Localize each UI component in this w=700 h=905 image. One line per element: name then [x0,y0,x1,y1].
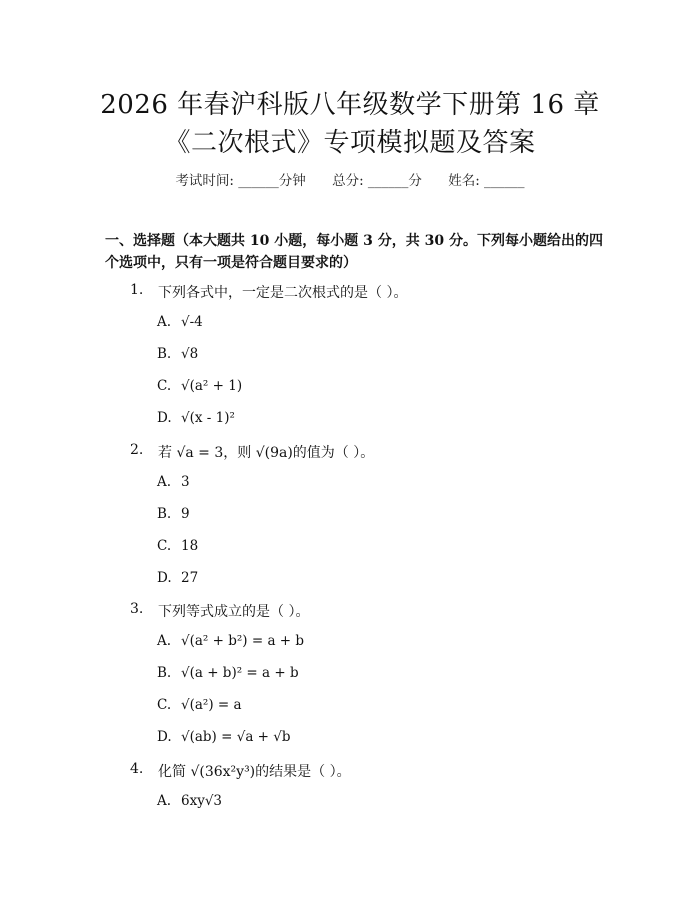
option-text: √(x - 1)² [181,410,235,426]
option-3b [157,665,299,681]
option-2d [157,570,198,586]
option-text: 3 [181,474,190,490]
option-text: √(a² + b²) = a + b [181,633,305,649]
option-3d [157,729,291,745]
option-label: A. [157,474,172,490]
option-text: 9 [181,506,190,522]
option-label: A. [157,633,172,649]
option-label: A. [157,793,172,809]
option-1d [157,410,235,426]
option-3a [157,633,304,649]
option-4a [157,793,222,809]
option-text: √8 [181,346,199,362]
option-3c [157,697,242,713]
option-text: √(a²) = a [181,697,242,713]
option-text: √(ab) = √a + √b [181,729,291,745]
option-label: A. [157,314,172,330]
option-text: √(a² + 1) [181,378,243,394]
option-label: C. [157,697,172,713]
page-title-line1: 2026 年春沪科版八年级数学下册第 16 章 [100,90,600,120]
option-2b [157,506,190,522]
total-score-field: 总分: ______分 [332,173,422,189]
student-name-field: 姓名: ______ [448,173,525,189]
question-text: 下列各式中，一定是二次根式的是（ ）。 [158,285,408,301]
option-label: B. [157,506,172,522]
question-number: 1. [130,282,144,298]
option-text: 27 [181,570,199,586]
option-1a [157,314,203,330]
option-label: D. [157,570,172,586]
option-label: B. [157,665,172,681]
question-text: 下列等式成立的是（ ）。 [158,604,310,620]
option-text: √-4 [181,314,203,330]
option-label: D. [157,729,172,745]
exam-meta [0,169,700,189]
option-label: C. [157,378,172,394]
option-text: 18 [181,538,199,554]
exam-time-field: 考试时间: ______分钟 [175,173,306,189]
option-2c [157,538,198,554]
section-heading: 一、选择题（本大题共 10 小题，每小题 3 分，共 30 分。下列每小题给出的四个选项中，只有一项是符合题目要求的） [105,233,603,271]
question-number: 2. [130,442,144,458]
option-label: B. [157,346,172,362]
option-text: √(a + b)² = a + b [181,665,299,681]
option-1b [157,346,198,362]
page-title-line2: 《二次根式》专项模拟题及答案 [164,128,536,158]
option-2a [157,474,190,490]
question-number: 4. [130,761,144,777]
question-number: 3. [130,601,144,617]
option-label: D. [157,410,172,426]
option-text: 6xy√3 [181,793,223,809]
option-label: C. [157,538,172,554]
option-1c [157,378,242,394]
question-text: 化简 √(36x²y³)的结果是（ ）。 [158,764,351,780]
question-text: 若 √a = 3，则 √(9a)的值为（ ）。 [158,445,375,461]
